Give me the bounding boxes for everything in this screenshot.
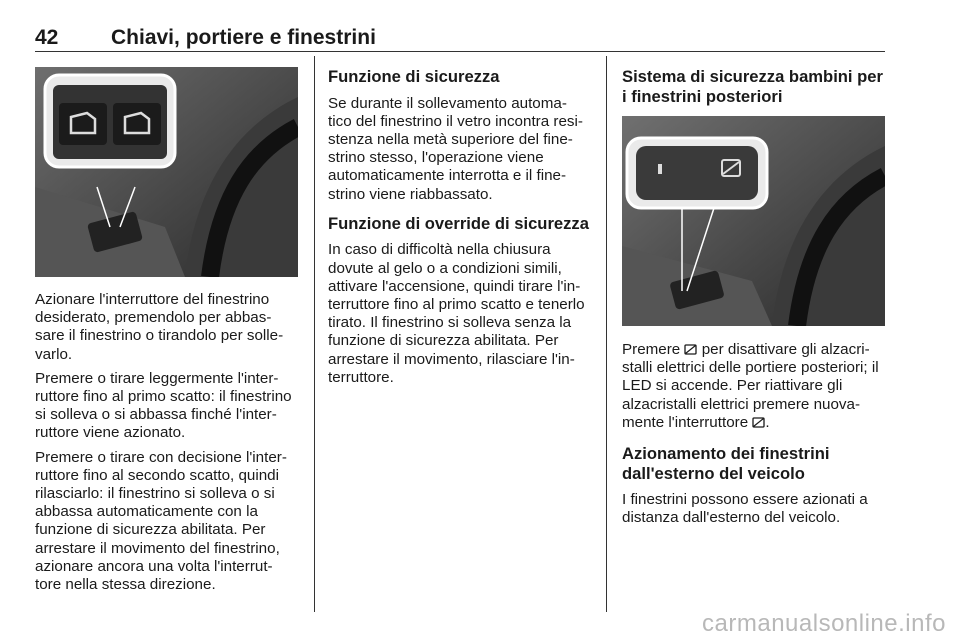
header-rule (35, 51, 885, 52)
paragraph: Premere o tirare con decisione l'inter- ruttore fino al secondo scatto, quindi rilasciarlo: il finestrino si solleva o si abbassa automaticamente con la funzione di sicurezza abilitata. Per arrestare il movimento del finestrino, azionare ancora una volta l'interrut- tore nella stessa direzione. (35, 448, 287, 594)
heading-remote-operation: Azionamento dei finestrini dall'esterno del veicolo (622, 444, 830, 483)
watermark: carmanualsonline.info (702, 610, 946, 637)
heading-safety-function: Funzione di sicurezza (328, 67, 500, 86)
child-lock-icon (684, 343, 697, 355)
column-3-heading (622, 67, 888, 106)
paragraph: Premere o tirare leggermente l'inter- ruttore fino al primo scatto: il finestrino si solleva o si abbassa finché l'inter- ruttore viene azionato. (35, 369, 292, 442)
column-divider-1 (314, 56, 315, 612)
child-lock-figure (622, 116, 885, 326)
column-1-text (35, 291, 301, 594)
paragraph: Azionare l'interruttore del finestrino desiderato, premendolo per abbas- sare il finestrino o tirandolo per solle- varlo. (35, 291, 284, 363)
paragraph-child-lock: Premere per disattivare gli alzacri- stalli elettrici delle portiere posteriori; il LED si accende. Per riattivare gli alzacristalli elettrici premere nuova- mente l'interruttore . (622, 341, 879, 431)
page-number: 42 (35, 26, 59, 49)
heading-child-lock: Sistema di sicurezza bambini per i finestrini posteriori (622, 67, 883, 106)
column-2-text (328, 67, 594, 387)
child-lock-icon (752, 416, 765, 428)
paragraph: I finestrini possono essere azionati a distanza dall'esterno del veicolo. (622, 491, 868, 527)
section-title: Chiavi, portiere e finestrini (111, 26, 376, 49)
paragraph: In caso di difficoltà nella chiusura dovute al gelo o a condizioni simili, attivare l'accensione, quindi tirare l'in- terruttore fino al primo scatto e tenerlo tirato. Il finestrino si solleva senza la funzione di sicurezza abilitata. Per arrestare il movimento, rilasciare l'in- terruttore. (328, 241, 585, 386)
column-3-text (622, 341, 888, 528)
page-header (35, 22, 885, 52)
window-switch-figure (35, 67, 298, 277)
heading-safety-override: Funzione di override di sicurezza (328, 213, 589, 233)
column-divider-2 (606, 56, 607, 612)
paragraph: Se durante il sollevamento automa- tico del finestrino il vetro incontra resi- stenza nella metà superiore del fine- strino stesso, l'operazione viene automaticamente interrotta e il fine- strino viene riabbassato. (328, 94, 583, 203)
